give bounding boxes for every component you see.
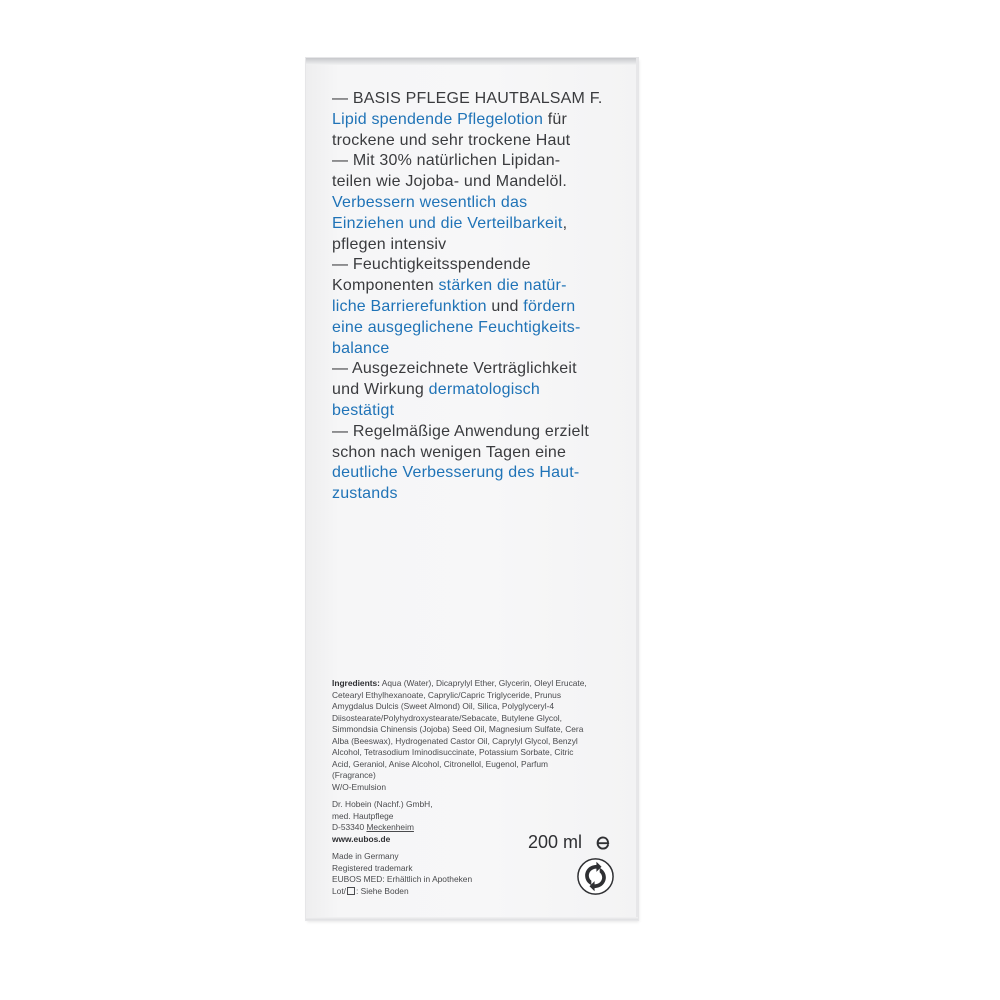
highlighted-text: fördern <box>523 297 576 315</box>
ingredients-list <box>332 678 614 793</box>
description-text: — Ausgezeichnete Verträglichkeit <box>332 360 577 378</box>
description-line <box>332 339 628 360</box>
description-text: und <box>486 297 524 315</box>
ingredients-line: Cetearyl Ethylhexanoate, Caprylic/Capric Triglyceride, Prunus <box>332 689 562 700</box>
description-text: schon nach wenigen Tagen eine <box>332 443 567 461</box>
ingredients-line <box>332 678 614 690</box>
ingredients-label: Ingredients: <box>332 678 380 688</box>
description-line <box>332 110 628 131</box>
highlighted-text: Lipid spendende Pflegelotion <box>332 110 544 128</box>
description-line <box>332 235 628 256</box>
highlighted-text: eine ausgeglichene Feuchtigkeits- <box>332 318 581 336</box>
highlighted-text: liche Barrierefunktion <box>332 297 487 315</box>
description-text: pflegen intensiv <box>332 235 447 253</box>
description-line <box>332 214 628 235</box>
description-text: und Wirkung <box>332 381 429 399</box>
box-bottom-edge <box>306 917 638 920</box>
estimated-sign-icon <box>595 835 611 851</box>
description-text: — Mit 30% natürlichen Lipidan- <box>332 152 561 170</box>
manufacturer-name: Dr. Hobein (Nachf.) GmbH, <box>332 799 433 809</box>
description-line <box>332 443 628 464</box>
city: Meckenheim <box>366 822 414 832</box>
highlighted-text: Einziehen und die Verteilbarkeit <box>332 214 563 232</box>
lot-info <box>332 886 552 898</box>
legal-info <box>332 851 552 897</box>
highlighted-text: zustands <box>332 485 398 503</box>
description-line <box>332 463 628 484</box>
lot-prefix: Lot/ <box>332 885 346 896</box>
volume-label: 200 ml <box>528 832 583 852</box>
box-top-flap <box>306 58 638 65</box>
manufacturer-division: med. Hautpflege <box>332 810 394 821</box>
description-line <box>332 89 628 110</box>
description-line <box>332 255 628 276</box>
highlighted-text: bestätigt <box>332 401 395 419</box>
description-line <box>332 276 628 297</box>
description-line <box>332 172 628 193</box>
description-line <box>332 318 628 339</box>
emulsion-type: W/O-Emulsion <box>332 781 386 792</box>
description-line <box>332 380 628 401</box>
ingredients-line: Diisostearate/Polyhydroxystearate/Sebacate, Butylene Glycol, <box>332 712 562 723</box>
ingredients-line: (Fragrance) <box>332 770 376 780</box>
description-text: Komponenten <box>332 277 439 295</box>
manufacturer-address <box>332 799 532 845</box>
description-line <box>332 401 628 422</box>
highlighted-text: dermatologisch <box>428 381 540 399</box>
description-line <box>332 484 628 505</box>
postal-code: D-53340 <box>332 822 367 832</box>
product-description <box>332 89 628 505</box>
ingredients-line: Alba (Beeswax), Hydrogenated Castor Oil, Caprylyl Glycol, Benzyl <box>332 735 578 746</box>
trademark-notice: Registered trademark <box>332 862 413 873</box>
ingredients-line: Simmondsia Chinensis (Jojoba) Seed Oil, Magnesium Sulfate, Cera <box>332 724 584 734</box>
description-text: — Regelmäßige Anwendung erzielt <box>332 422 590 440</box>
description-line <box>332 359 628 380</box>
made-in: Made in Germany <box>332 851 399 861</box>
website: www.eubos.de <box>332 833 391 844</box>
highlighted-text: balance <box>332 339 390 357</box>
highlighted-text: Verbessern wesentlich das <box>332 193 528 211</box>
ingredients-text: Aqua (Water), Dicaprylyl Ether, Glycerin, Oleyl Erucate, <box>379 678 587 688</box>
description-text: für <box>543 110 568 128</box>
description-text: — Feuchtigkeitsspendende <box>332 256 531 274</box>
ingredients-line: Alcohol, Tetrasodium Iminodisuccinate, Potassium Sorbate, Citric <box>332 747 574 757</box>
description-text: teilen wie Jojoba- und Mandelöl. <box>332 173 567 191</box>
description-text: trockene und sehr trockene Haut <box>332 131 571 149</box>
description-line <box>332 131 628 152</box>
product-box-back-panel <box>306 58 638 920</box>
description-text: — BASIS PFLEGE HAUTBALSAM F. <box>332 90 603 107</box>
highlighted-text: stärken die natür- <box>438 277 567 295</box>
lot-suffix: : Siehe Boden <box>355 885 409 896</box>
ingredients-line: Amygdalus Dulcis (Sweet Almond) Oil, Silica, Polyglyceryl-4 <box>332 701 555 711</box>
description-line <box>332 193 628 214</box>
expiry-box-icon <box>347 887 355 895</box>
manufacturer-location <box>332 822 532 834</box>
green-dot-recycle-icon <box>577 858 614 895</box>
ingredients-line: Acid, Geraniol, Anise Alcohol, Citronellol, Eugenol, Parfum <box>332 758 549 769</box>
description-line <box>332 422 628 443</box>
description-line <box>332 151 628 172</box>
box-right-edge <box>636 58 638 920</box>
description-text: , <box>562 214 568 232</box>
availability-notice: EUBOS MED: Erhältlich in Apotheken <box>332 874 473 884</box>
description-line <box>332 297 628 318</box>
highlighted-text: deutliche Verbesserung des Haut- <box>332 464 580 482</box>
